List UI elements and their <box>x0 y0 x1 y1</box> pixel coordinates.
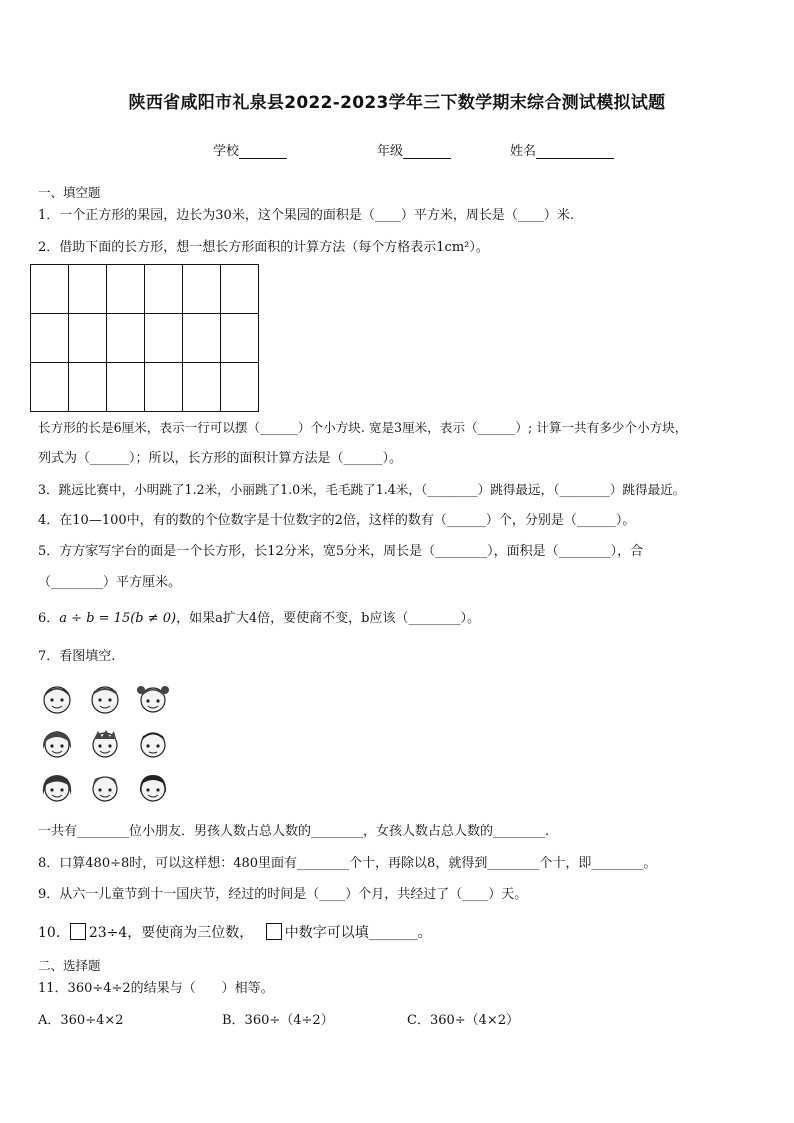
name-blank[interactable] <box>536 144 614 159</box>
question-9: 9．从六一儿童节到十一国庆节，经过的时间是（____）个月，共经过了（____）天。 <box>38 887 528 902</box>
rectangle-grid <box>30 264 259 412</box>
name-label: 姓名 <box>510 144 537 159</box>
question-10 <box>38 923 432 941</box>
question-5-line-2: （________）平方厘米。 <box>38 575 182 590</box>
boy-face-icon <box>88 771 122 805</box>
question-8: 8．口算480÷8时，可以这样想：480里面有________个十，再除以8，就得到________个十，即________。 <box>38 856 657 871</box>
question-2-line-1: 长方形的长是6厘米，表示一行可以摆（______）个小方块. 宽是3厘米，表示（______）; 计算一共有多少个小方块， <box>38 420 688 435</box>
grade-field[interactable] <box>377 140 451 159</box>
question-10-part-b: 中数字可以填_______。 <box>284 925 432 941</box>
question-6-text: ，如果a扩大4倍，要使商不变，b应该（________）。 <box>176 611 480 626</box>
question-10-number: 10． <box>38 925 70 941</box>
girl-face-icon <box>136 682 170 716</box>
empty-box-icon <box>70 923 86 940</box>
question-3: 3．跳远比赛中，小明跳了1.2米，小丽跳了1.0米，毛毛跳了1.4米，（________）跳得最远，（________）跳得最近。 <box>38 482 686 497</box>
name-field[interactable] <box>510 140 614 159</box>
girl-face-icon <box>136 771 170 805</box>
question-2: 2．借助下面的长方形，想一想长方形面积的计算方法（每个方格表示1cm²）。 <box>38 240 489 255</box>
option-c[interactable]: C．360÷（4×2） <box>407 1013 520 1028</box>
question-11: 11．360÷4÷2的结果与（ ）相等。 <box>38 981 274 996</box>
empty-box-icon <box>266 923 282 940</box>
section-multiple-choice: 二、选择题 <box>38 958 101 973</box>
question-10-part-a: 23÷4，要使商为三位数， <box>88 925 254 941</box>
school-field[interactable] <box>213 140 287 159</box>
option-a[interactable]: A．360÷4×2 <box>38 1013 124 1028</box>
option-b[interactable]: B．360÷（4÷2） <box>222 1013 334 1028</box>
question-6 <box>38 611 480 627</box>
school-blank[interactable] <box>239 144 287 159</box>
grade-blank[interactable] <box>403 144 451 159</box>
boy-face-icon <box>136 727 170 761</box>
page-title: 陕西省咸阳市礼泉县2022-2023学年三下数学期末综合测试模拟试题 <box>128 93 666 113</box>
girl-face-icon <box>40 727 74 761</box>
girl-face-icon <box>40 771 74 805</box>
question-6-number: 6． <box>38 611 60 626</box>
question-1: 1．一个正方形的果园，边长为30米，这个果园的面积是（____）平方米，周长是（____）米. <box>38 208 574 223</box>
question-7-fill: 一共有________位小朋友．男孩人数占总人数的________，女孩人数占总人数的________. <box>38 824 550 839</box>
question-6-formula: a ÷ b = 15(b ≠ 0) <box>59 611 177 626</box>
boy-face-icon <box>40 682 74 716</box>
boy-face-icon <box>88 727 122 761</box>
boy-face-icon <box>88 682 122 716</box>
question-4: 4．在10—100中，有的数的个位数字是十位数字的2倍，这样的数有（______）个，分别是（______）。 <box>38 513 636 528</box>
question-7: 7．看图填空. <box>38 649 116 664</box>
question-2-line-2: 列式为（______）；所以，长方形的面积计算方法是（______）。 <box>38 451 403 466</box>
question-5-line-1: 5．方方家写字台的面是一个长方形，长12分米，宽5分米，周长是（________），面积是（________），合 <box>38 544 644 559</box>
section-fill-blank: 一、填空题 <box>38 185 101 200</box>
grade-label: 年级 <box>377 144 404 159</box>
school-label: 学校 <box>213 144 240 159</box>
